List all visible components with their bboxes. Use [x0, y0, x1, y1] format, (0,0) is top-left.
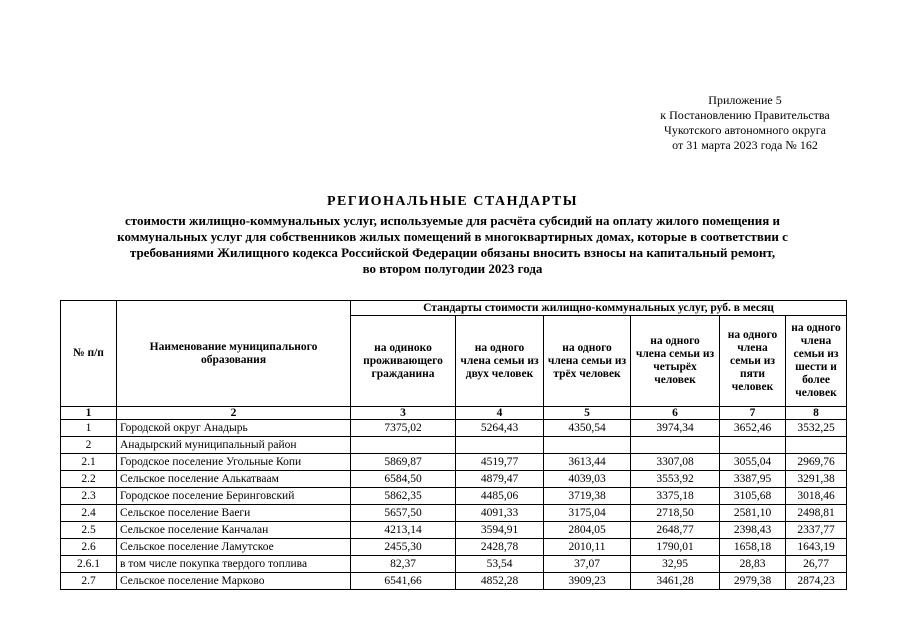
row-value: 82,37: [351, 556, 456, 573]
row-value: 3055,04: [720, 454, 786, 471]
column-number: 6: [631, 407, 720, 420]
row-number: 2.3: [61, 488, 117, 505]
table-row: [61, 420, 847, 437]
row-number: 2.6.1: [61, 556, 117, 573]
row-value: 2718,50: [631, 505, 720, 522]
row-value: 3652,46: [720, 420, 786, 437]
row-value: 3553,92: [631, 471, 720, 488]
group-header: Стандарты стоимости жилищно-коммунальных услуг, руб. в месяц: [351, 301, 847, 316]
row-value: 3387,95: [720, 471, 786, 488]
row-value: 4039,03: [544, 471, 631, 488]
row-number: 2.5: [61, 522, 117, 539]
row-value: [631, 437, 720, 454]
row-name: Городской округ Анадырь: [117, 420, 351, 437]
sub-header: на одного члена семьи из шести и более человек: [786, 316, 847, 407]
row-value: 3719,38: [544, 488, 631, 505]
row-number: 2.7: [61, 573, 117, 590]
row-value: [456, 437, 544, 454]
table-row: [61, 471, 847, 488]
table-row: [61, 573, 847, 590]
row-value: 3105,68: [720, 488, 786, 505]
row-value: [720, 437, 786, 454]
sub-header: на одиноко проживающего гражданина: [351, 316, 456, 407]
row-value: 2428,78: [456, 539, 544, 556]
row-value: 32,95: [631, 556, 720, 573]
row-value: 1790,01: [631, 539, 720, 556]
row-value: 2804,05: [544, 522, 631, 539]
appendix-line: от 31 марта 2023 года № 162: [672, 138, 818, 152]
table-row: [61, 556, 847, 573]
row-value: 7375,02: [351, 420, 456, 437]
document-title: РЕГИОНАЛЬНЫЕ СТАНДАРТЫ: [326, 194, 579, 209]
column-number: 5: [544, 407, 631, 420]
subtitle-line: стоимости жилищно-коммунальных услуг, используемые для расчёта субсидий на оплату жилого помещения и: [124, 213, 781, 228]
row-value: 2979,38: [720, 573, 786, 590]
row-value: 2581,10: [720, 505, 786, 522]
row-value: 4091,33: [456, 505, 544, 522]
appendix-line: к Постановлению Правительства: [660, 108, 830, 122]
table-row: [61, 437, 847, 454]
row-value: 53,54: [456, 556, 544, 573]
subtitle-line: требованиями Жилищного кодекса Российской Федерации обязаны вносить взносы на капитальный ремонт,: [129, 245, 776, 260]
row-value: 37,07: [544, 556, 631, 573]
row-value: 5264,43: [456, 420, 544, 437]
row-number: 2.1: [61, 454, 117, 471]
row-name: Сельское поселение Канчалан: [117, 522, 351, 539]
row-name: Городское поселение Беринговский: [117, 488, 351, 505]
row-value: 5657,50: [351, 505, 456, 522]
row-value: 28,83: [720, 556, 786, 573]
appendix-line: Приложение 5: [708, 93, 782, 107]
row-value: 2010,11: [544, 539, 631, 556]
sub-header: на одного члена семьи из четырёх человек: [631, 316, 720, 407]
appendix-line: Чукотского автономного округа: [664, 123, 826, 137]
row-value: [544, 437, 631, 454]
table-body: [61, 420, 847, 590]
row-value: 4519,77: [456, 454, 544, 471]
subtitle-line: коммунальных услуг для собственников жилых помещений в многоквартирных домах, которые в соответствии с: [117, 229, 788, 244]
table-row: [61, 454, 847, 471]
row-value: 3375,18: [631, 488, 720, 505]
row-number: 2: [61, 437, 117, 454]
row-value: 4852,28: [456, 573, 544, 590]
row-value: 3175,04: [544, 505, 631, 522]
row-value: 6541,66: [351, 573, 456, 590]
row-value: 2874,23: [786, 573, 847, 590]
standards-table: [60, 300, 847, 590]
row-value: 26,77: [786, 556, 847, 573]
row-value: 3594,91: [456, 522, 544, 539]
document-subtitle: [60, 213, 845, 277]
row-number: 2.2: [61, 471, 117, 488]
row-name: в том числе покупка твердого топлива: [117, 556, 351, 573]
row-name: Городское поселение Угольные Копи: [117, 454, 351, 471]
row-number: 2.6: [61, 539, 117, 556]
row-value: 5862,35: [351, 488, 456, 505]
row-name: Сельское поселение Ваеги: [117, 505, 351, 522]
row-value: 2337,77: [786, 522, 847, 539]
row-value: [786, 437, 847, 454]
sub-header: на одного члена семьи из трёх человек: [544, 316, 631, 407]
column-number: 8: [786, 407, 847, 420]
row-number: 2.4: [61, 505, 117, 522]
row-value: 4213,14: [351, 522, 456, 539]
row-value: 5869,87: [351, 454, 456, 471]
column-number: 3: [351, 407, 456, 420]
row-value: 2398,43: [720, 522, 786, 539]
row-value: 2498,81: [786, 505, 847, 522]
table-row: [61, 505, 847, 522]
column-number: 4: [456, 407, 544, 420]
sub-header: на одного члена семьи из пяти человек: [720, 316, 786, 407]
row-name: Сельское поселение Алькатваам: [117, 471, 351, 488]
table-row: [61, 488, 847, 505]
row-value: 2455,30: [351, 539, 456, 556]
row-value: 3291,38: [786, 471, 847, 488]
table-row: [61, 539, 847, 556]
column-number: 7: [720, 407, 786, 420]
row-value: 3307,08: [631, 454, 720, 471]
row-name: Анадырский муниципальный район: [117, 437, 351, 454]
row-number: 1: [61, 420, 117, 437]
sub-header: на одного члена семьи из двух человек: [456, 316, 544, 407]
table-row: [61, 522, 847, 539]
row-value: 3461,28: [631, 573, 720, 590]
row-name: Сельское поселение Ламутское: [117, 539, 351, 556]
subtitle-line: во втором полугодии 2023 года: [362, 261, 543, 276]
appendix-block: [640, 93, 850, 153]
row-name: Сельское поселение Марково: [117, 573, 351, 590]
row-value: [351, 437, 456, 454]
row-value: 2648,77: [631, 522, 720, 539]
row-value: 4485,06: [456, 488, 544, 505]
row-value: 4879,47: [456, 471, 544, 488]
column-number: 2: [117, 407, 351, 420]
col-header-name: Наименование муниципального образования: [117, 301, 351, 407]
row-value: 3532,25: [786, 420, 847, 437]
row-value: 3613,44: [544, 454, 631, 471]
row-value: 3018,46: [786, 488, 847, 505]
col-header-num: № п/п: [61, 301, 117, 407]
row-value: 2969,76: [786, 454, 847, 471]
row-value: 1658,18: [720, 539, 786, 556]
row-value: 6584,50: [351, 471, 456, 488]
row-value: 3974,34: [631, 420, 720, 437]
row-value: 1643,19: [786, 539, 847, 556]
row-value: 3909,23: [544, 573, 631, 590]
column-number: 1: [61, 407, 117, 420]
row-value: 4350,54: [544, 420, 631, 437]
